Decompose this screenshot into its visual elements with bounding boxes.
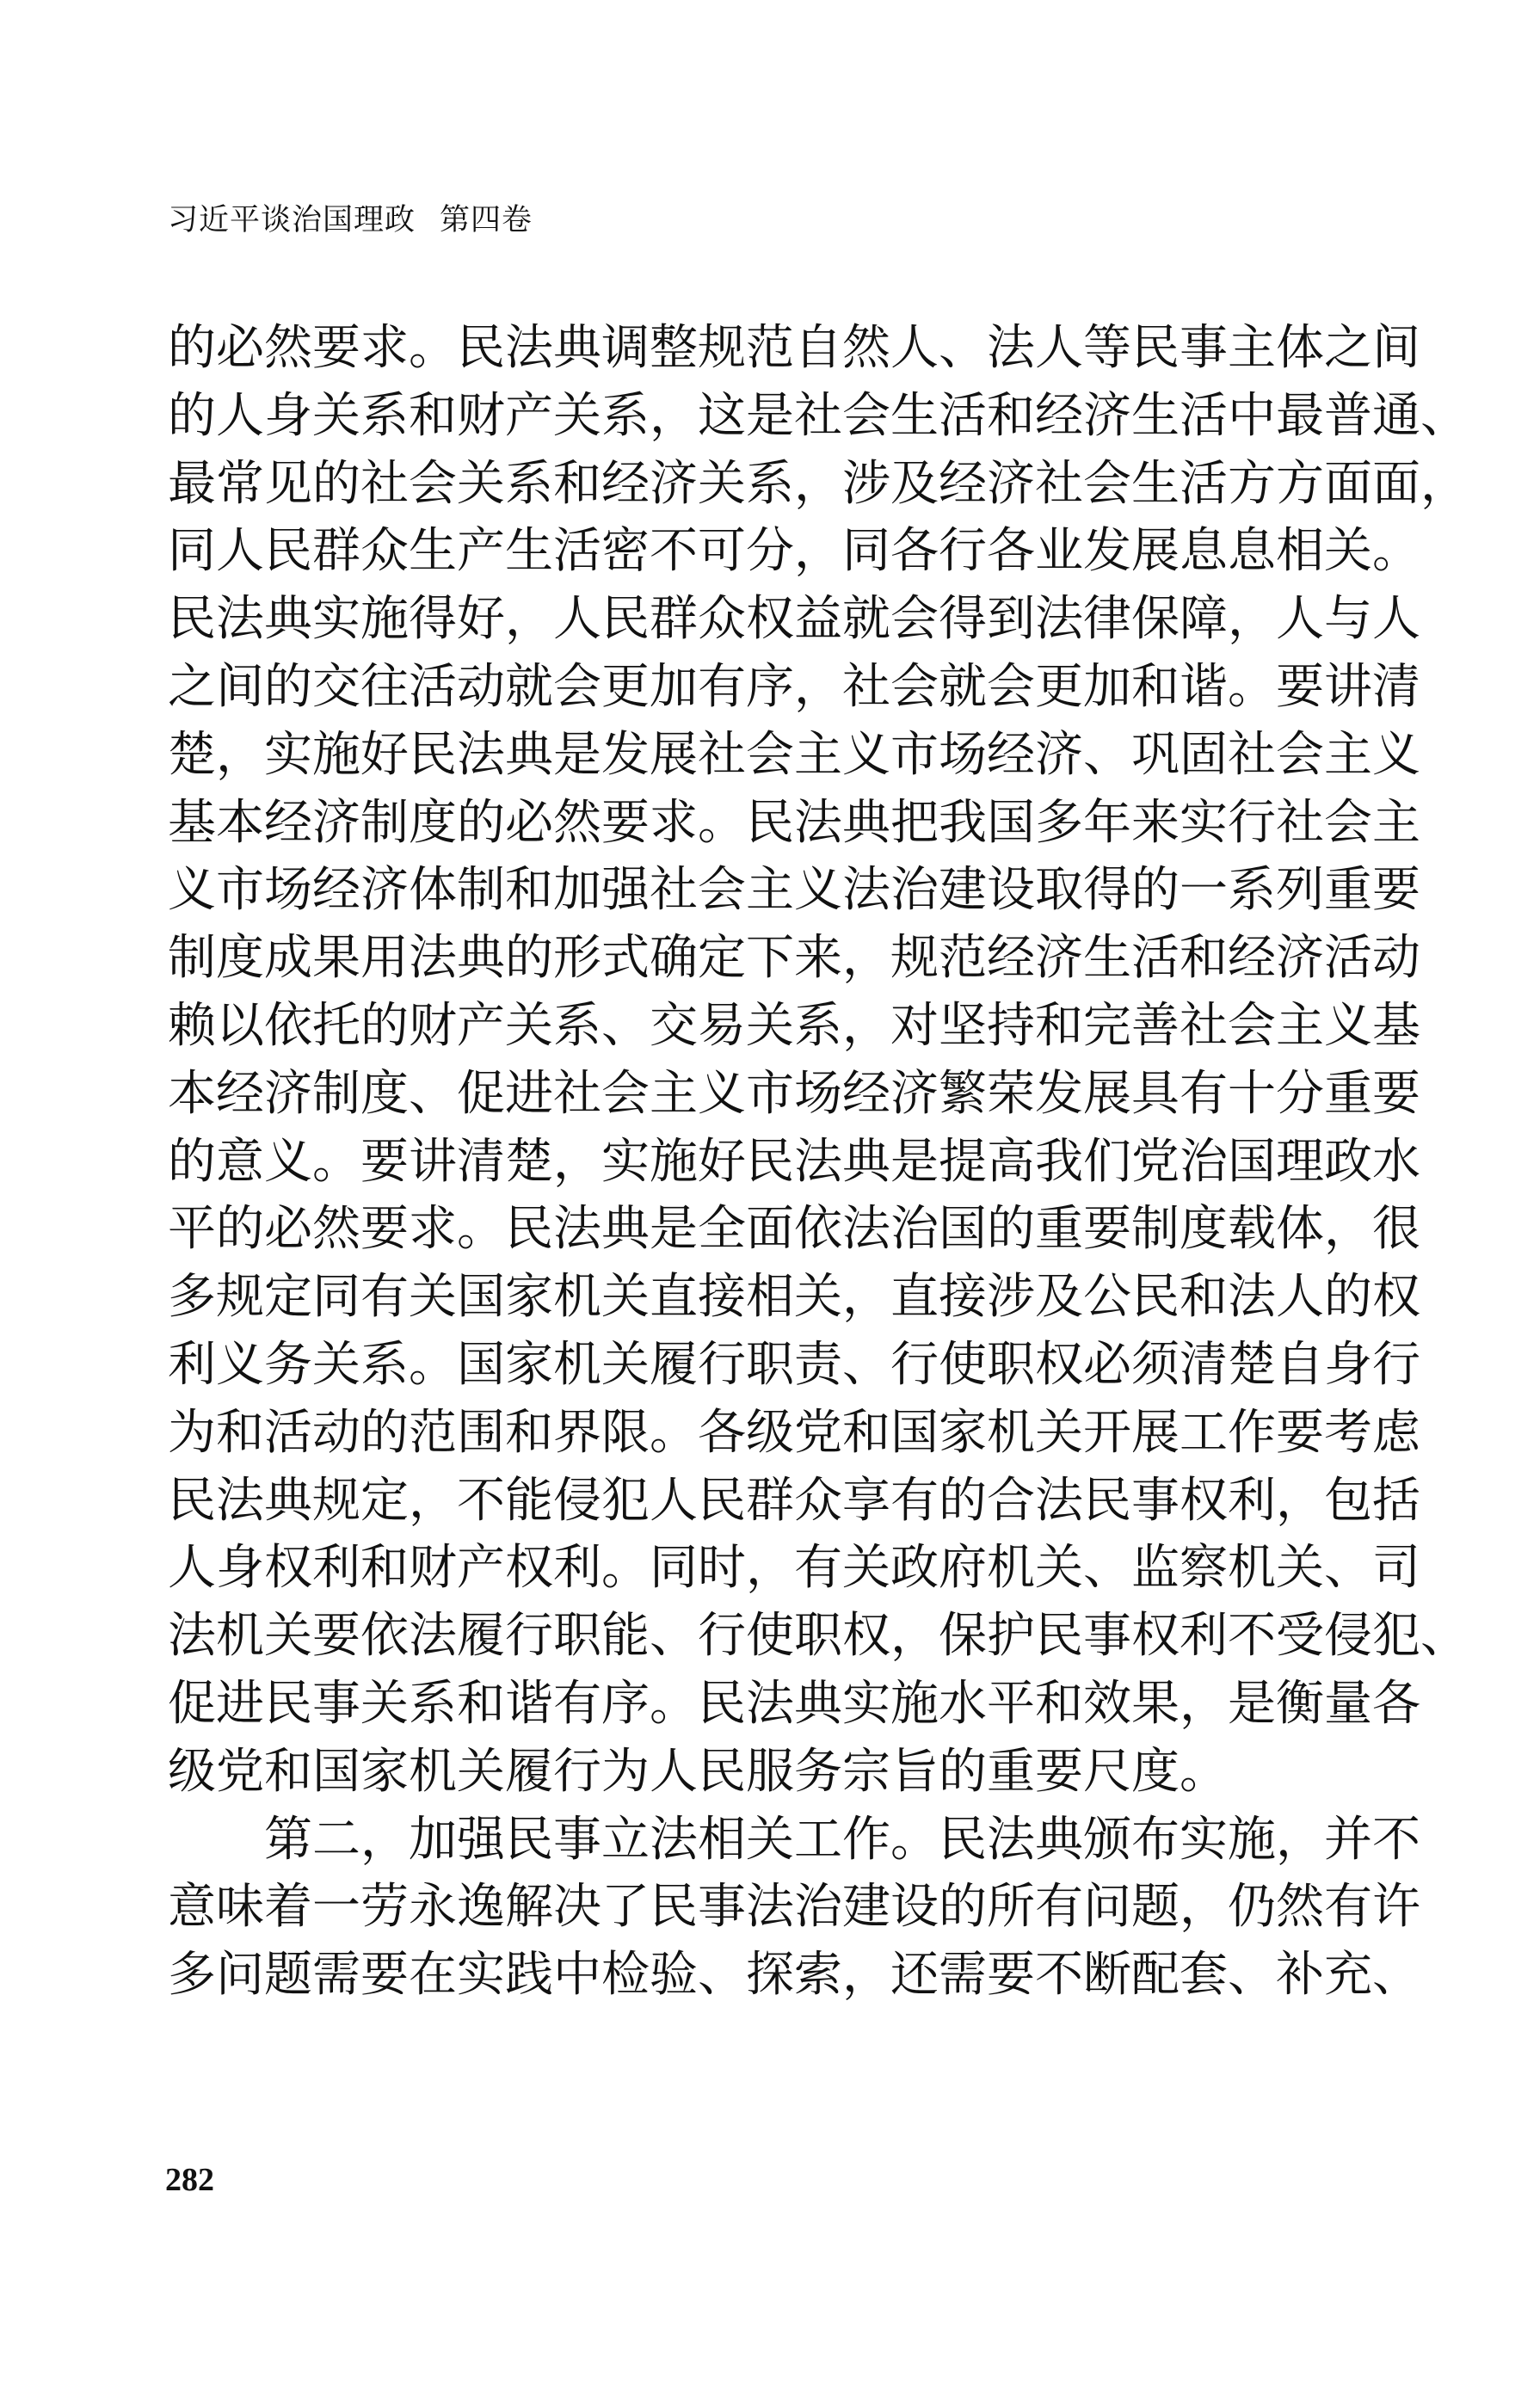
page-number: 282 <box>165 2162 214 2198</box>
text-line: 民法典实施得好，人民群众权益就会得到法律保障，人与人 <box>168 591 1420 648</box>
text-line: 多问题需要在实践中检验、探索，还需要不断配套、补充、 <box>168 1947 1420 2004</box>
text-line: 的必然要求。民法典调整规范自然人、法人等民事主体之间 <box>168 320 1420 376</box>
text-line: 为和活动的范围和界限。各级党和国家机关开展工作要考虑 <box>168 1404 1420 1461</box>
text-line: 最常见的社会关系和经济关系，涉及经济社会生活方方面面， <box>168 455 1469 512</box>
text-line: 多规定同有关国家机关直接相关，直接涉及公民和法人的权 <box>168 1269 1420 1326</box>
text-line: 民法典规定，不能侵犯人民群众享有的合法民事权利，包括 <box>168 1472 1420 1529</box>
text-line: 义市场经济体制和加强社会主义法治建设取得的一系列重要 <box>168 862 1420 919</box>
volume-label: 第四卷 <box>440 203 533 237</box>
text-line: 意味着一劳永逸解决了民事法治建设的所有问题，仍然有许 <box>168 1879 1420 1936</box>
text-line: 赖以依托的财产关系、交易关系，对坚持和完善社会主义基 <box>168 997 1420 1054</box>
text-line: 之间的交往活动就会更加有序，社会就会更加和谐。要讲清 <box>168 658 1420 715</box>
text-line: 法机关要依法履行职能、行使职权，保护民事权利不受侵犯、 <box>168 1608 1469 1665</box>
text-line: 基本经济制度的必然要求。民法典把我国多年来实行社会主 <box>168 794 1420 851</box>
text-line: 的人身关系和财产关系，这是社会生活和经济生活中最普通、 <box>168 387 1469 444</box>
running-header <box>168 196 533 239</box>
text-line: 利义务关系。国家机关履行职责、行使职权必须清楚自身行 <box>168 1336 1420 1393</box>
text-line: 平的必然要求。民法典是全面依法治国的重要制度载体，很 <box>168 1201 1420 1258</box>
text-line: 本经济制度、促进社会主义市场经济繁荣发展具有十分重要 <box>168 1065 1420 1122</box>
paragraph-start-line: 第二，加强民事立法相关工作。民法典颁布实施，并不 <box>264 1811 1420 1868</box>
text-line: 楚，实施好民法典是发展社会主义市场经济、巩固社会主义 <box>168 726 1420 783</box>
book-title: 习近平谈治国理政 <box>168 203 416 237</box>
text-line: 的意义。要讲清楚，实施好民法典是提高我们党治国理政水 <box>168 1133 1420 1190</box>
text-line: 促进民事关系和谐有序。民法典实施水平和效果，是衡量各 <box>168 1675 1420 1732</box>
text-line: 人身权利和财产权利。同时，有关政府机关、监察机关、司 <box>168 1540 1420 1597</box>
text-line: 同人民群众生产生活密不可分，同各行各业发展息息相关。 <box>168 523 1420 580</box>
text-line: 制度成果用法典的形式确定下来，规范经济生活和经济活动 <box>168 930 1420 987</box>
body-text <box>168 315 1469 2010</box>
paragraph-end-line: 级党和国家机关履行为人民服务宗旨的重要尺度。 <box>168 1743 1228 1800</box>
